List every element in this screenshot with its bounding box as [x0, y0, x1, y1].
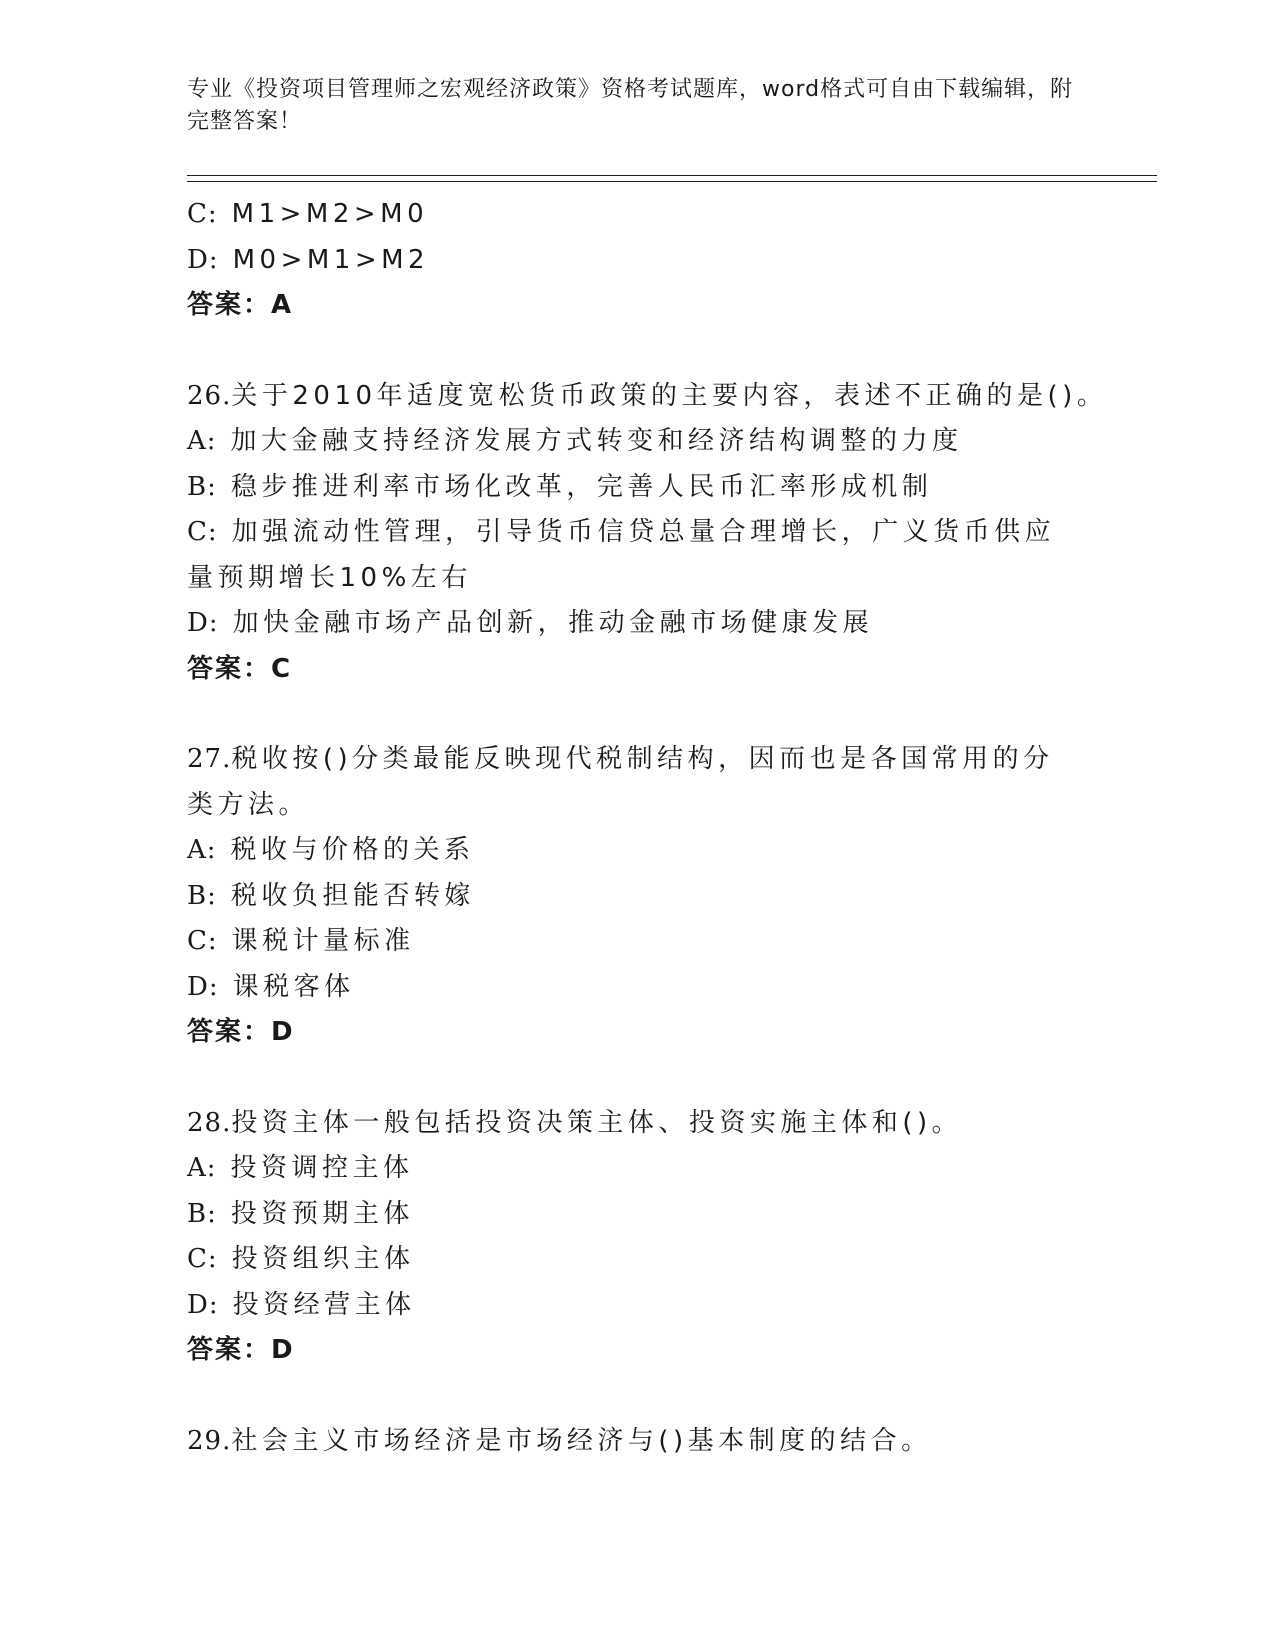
option-text: 稳步推进利率市场化改革，完善人民币汇率形成机制: [230, 471, 933, 502]
header-divider-top: [187, 175, 1157, 176]
option-text: M1>M2>M0: [231, 199, 429, 229]
option-label: A:: [187, 426, 217, 456]
option-d: [187, 601, 1077, 647]
option-label: C:: [187, 517, 218, 547]
question-number: 28.: [187, 1107, 232, 1138]
question-content: [187, 192, 1108, 1464]
option-label: B:: [187, 880, 217, 911]
option-text: 税收与价格的关系: [230, 835, 475, 865]
option-c: [187, 510, 1077, 601]
question-stem: [187, 1101, 1077, 1147]
document-header: 专业《投资项目管理师之宏观经济政策》资格考试题库，word格式可自由下载编辑，附完整答案！: [187, 77, 1074, 134]
question-text: 税收按()分类最能反映现代税制结构，因而也是各国常用的分类方法。: [187, 744, 1054, 820]
option-text: 加强流动性管理，引导货币信贷总量合理增长，广义货币供应量预期增长10%左右: [187, 517, 1056, 593]
option-c: [187, 919, 1077, 965]
option-a: [187, 419, 1077, 465]
header-divider-bottom: [187, 181, 1157, 182]
option-d: [187, 1283, 1077, 1329]
option-d: [187, 965, 1077, 1011]
question-stem: [187, 374, 1108, 420]
option-text: 投资经营主体: [232, 1289, 416, 1320]
answer-line: 答案：A: [187, 290, 294, 320]
option-b: [187, 874, 1077, 920]
question-number: 26.: [187, 380, 232, 411]
answer-line: 答案：D: [187, 1335, 295, 1365]
option-a: [187, 1146, 1077, 1192]
question-number: 27.: [187, 744, 232, 774]
option-text: 课税客体: [232, 971, 355, 1002]
option-c: [187, 1237, 1077, 1283]
question-number: 29.: [187, 1425, 232, 1456]
option-label: D:: [187, 1289, 219, 1320]
option-label: D:: [187, 244, 219, 275]
option-c: [187, 192, 1077, 238]
option-text: 加快金融市场产品创新，推动金融市场健康发展: [232, 608, 874, 638]
question-text: 关于2010年适度宽松货币政策的主要内容，表述不正确的是()。: [231, 380, 1108, 411]
option-text: 投资组织主体: [231, 1244, 415, 1274]
option-text: 加大金融支持经济发展方式转变和经济结构调整的力度: [230, 426, 963, 456]
question-stem: [187, 1419, 1077, 1465]
option-d: [187, 238, 1077, 284]
option-label: C:: [187, 199, 218, 229]
option-label: A:: [187, 835, 217, 865]
option-a: [187, 828, 1077, 874]
option-label: C:: [187, 926, 218, 956]
option-label: D:: [187, 608, 219, 638]
option-label: B:: [187, 1198, 217, 1229]
answer-line: 答案：D: [187, 1017, 295, 1047]
option-label: D:: [187, 971, 219, 1002]
option-label: B:: [187, 471, 217, 502]
question-text: 投资主体一般包括投资决策主体、投资实施主体和()。: [231, 1107, 963, 1138]
option-b: [187, 465, 1077, 511]
option-text: M0>M1>M2: [232, 244, 430, 275]
option-text: 投资调控主体: [230, 1153, 414, 1183]
option-label: A:: [187, 1153, 217, 1183]
option-b: [187, 1192, 1077, 1238]
option-label: C:: [187, 1244, 218, 1274]
question-text: 社会主义市场经济是市场经济与()基本制度的结合。: [231, 1425, 932, 1456]
answer-line: 答案：C: [187, 653, 293, 684]
question-stem: [187, 737, 1077, 828]
option-text: 税收负担能否转嫁: [230, 880, 475, 911]
option-text: 课税计量标准: [231, 926, 415, 956]
option-text: 投资预期主体: [230, 1198, 414, 1229]
